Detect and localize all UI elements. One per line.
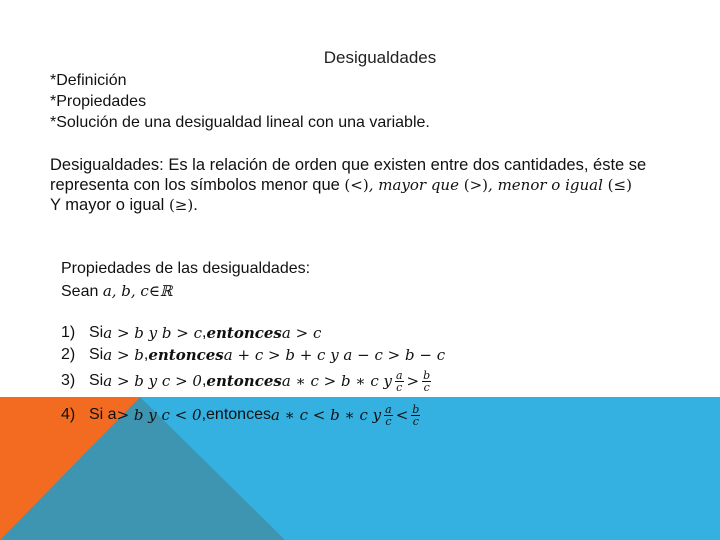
fraction-b-over-c: $\frac{b}{c}$	[412, 402, 420, 428]
fraction-a-over-c: $\frac{a}{c}$	[395, 368, 403, 394]
entonces-label: entonces	[206, 406, 271, 423]
fraction-a-over-c: $\frac{a}{c}$	[385, 402, 392, 428]
greater-than-symbol: (>)	[463, 176, 489, 194]
properties-section	[61, 258, 446, 428]
definition-paragraph	[50, 155, 690, 215]
entonces-label: entonces	[206, 372, 282, 390]
less-than-symbol: (<)	[344, 176, 369, 194]
property-rule-3: 3) Si a > b y c > 0 , entonces a ∗ c > b ∗ c y $\frac{a}{c}$ > $\frac{b}{c}$	[61, 368, 431, 394]
less-equal-symbol: (≤)	[607, 176, 632, 194]
property-rule-2: 2) Si a > b , entonces a + c > b + c y a − c > b − c	[61, 346, 446, 364]
property-rule-4: 4) Si a > b y c < 0 , entonces a ∗ c < b ∗ c y $\frac{a}{c}$ < $\frac{b}{c}$	[61, 402, 420, 428]
outline-list	[50, 70, 430, 133]
outline-item-definicion: *Definición	[50, 72, 127, 89]
entonces-label: entonces	[206, 324, 282, 342]
outline-item-propiedades: *Propiedades	[50, 93, 147, 110]
slide-title: Desigualdades	[323, 48, 437, 67]
definition-line-3: Y mayor o igual (≥).	[50, 196, 198, 214]
entonces-label: entonces	[148, 346, 224, 364]
definition-line-1: Desigualdades: Es la relación de orden que existen entre dos cantidades, éste se	[50, 156, 647, 174]
outline-item-solucion: *Solución de una desigualdad lineal con una variable.	[50, 114, 430, 131]
properties-sean: Sean a, b, c∈ℝ	[61, 282, 173, 300]
greater-equal-symbol: (≥)	[168, 196, 194, 214]
properties-heading: Propiedades de las desigualdades:	[61, 260, 311, 277]
property-rule-1: 1) Si a > b y b > c , entonces a > c	[61, 324, 322, 342]
definition-line-2: representa con los símbolos menor que (<), mayor que (>), menor o igual (≤)	[50, 176, 632, 194]
fraction-b-over-c: $\frac{b}{c}$	[423, 368, 431, 394]
